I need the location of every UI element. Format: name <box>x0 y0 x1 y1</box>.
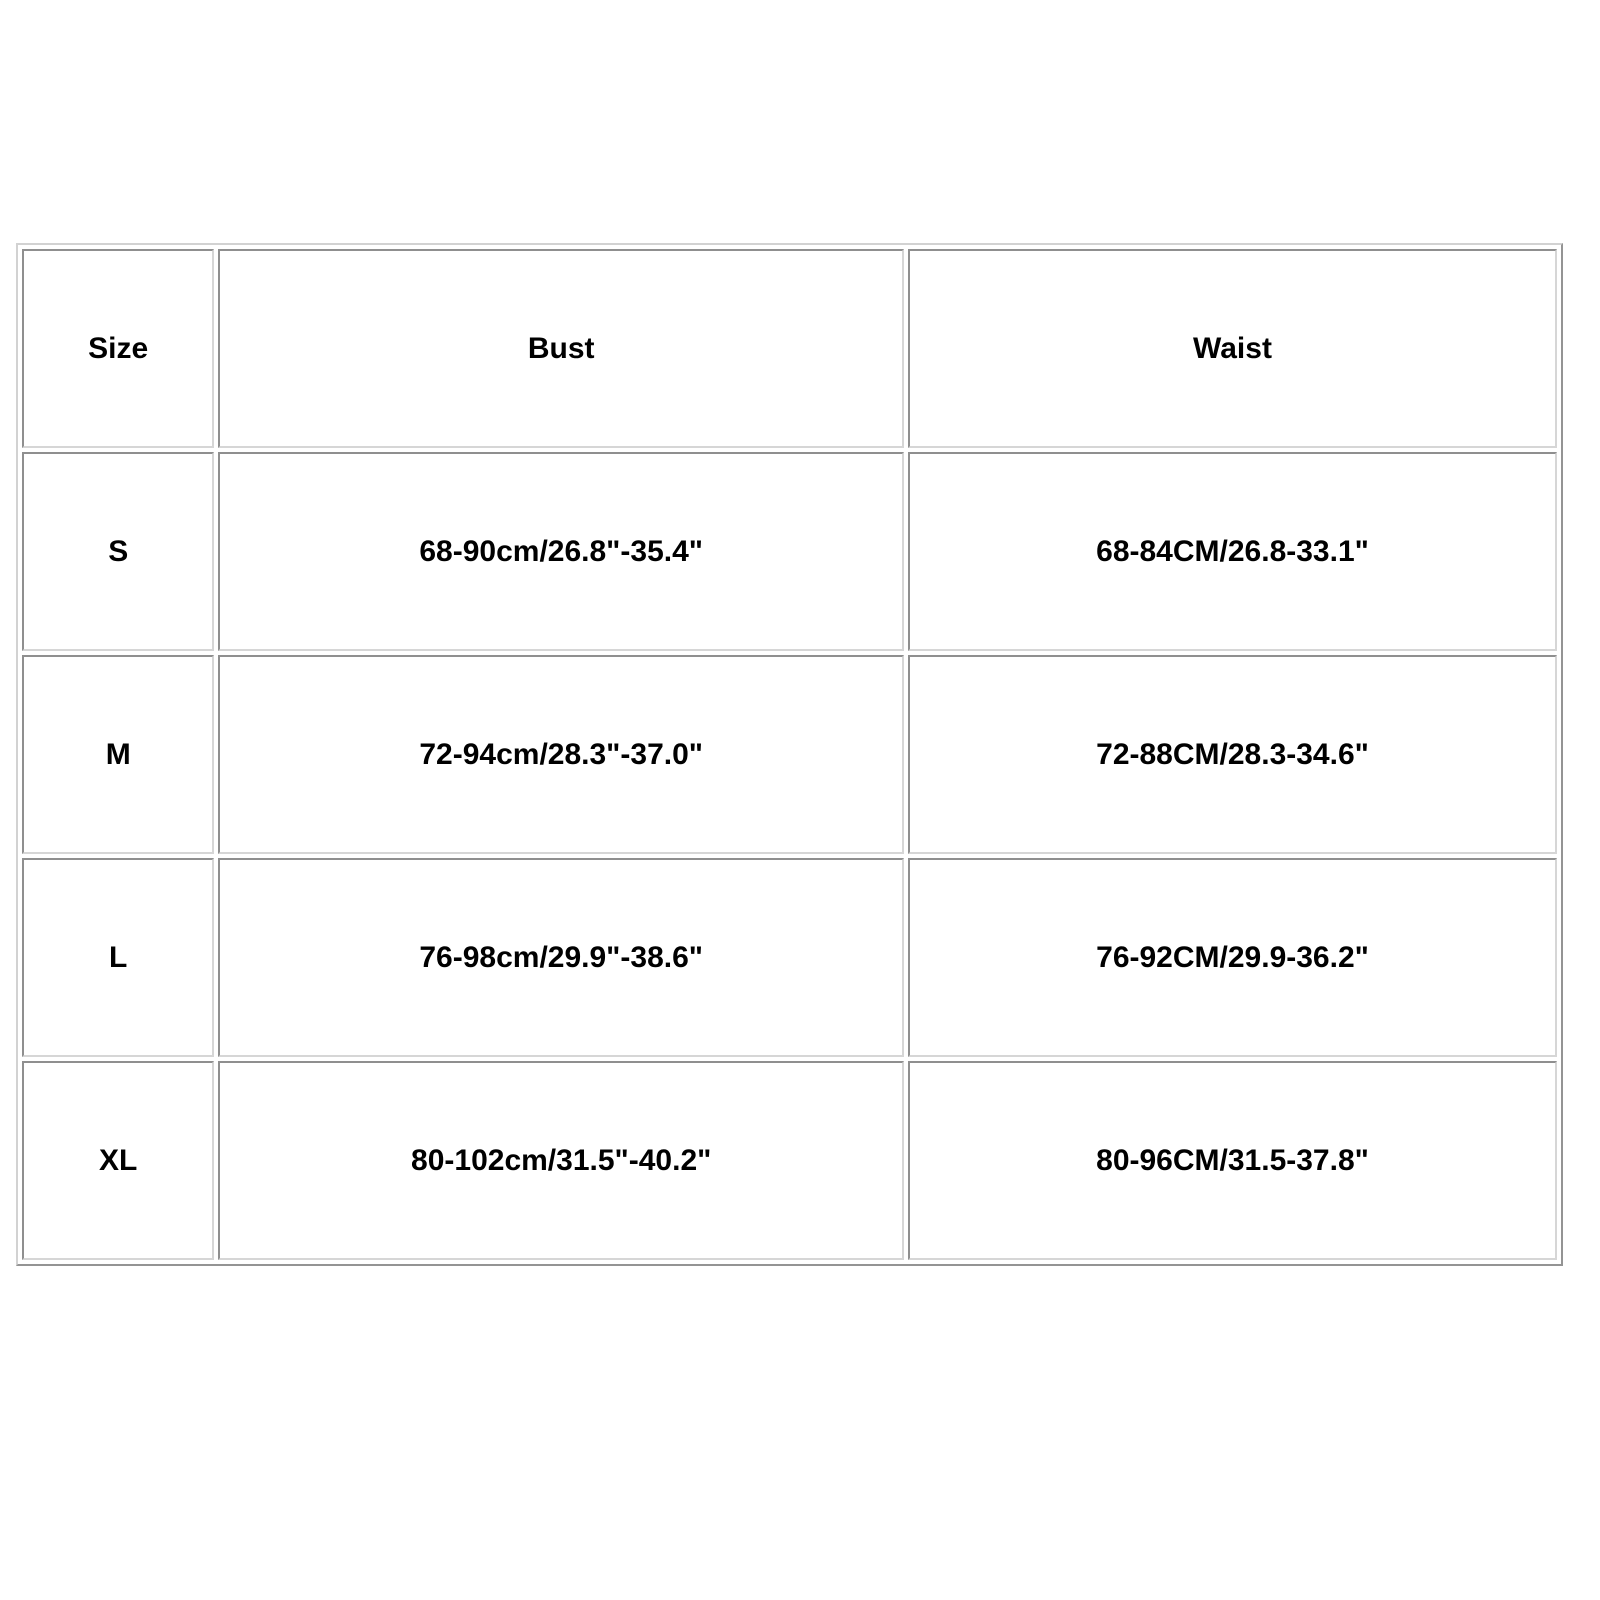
table-row-xl <box>22 1061 1557 1260</box>
size-cell: M <box>22 655 214 854</box>
size-chart <box>16 243 1563 1266</box>
bust-cell: 80-102cm/31.5"-40.2" <box>218 1061 904 1260</box>
waist-cell: 76-92CM/29.9-36.2" <box>908 858 1557 1057</box>
bust-cell: 68-90cm/26.8"-35.4" <box>218 452 904 651</box>
size-cell: L <box>22 858 214 1057</box>
header-cell-bust: Bust <box>218 249 904 448</box>
size-chart-table <box>16 243 1563 1266</box>
table-row-l <box>22 858 1557 1057</box>
bust-cell: 76-98cm/29.9"-38.6" <box>218 858 904 1057</box>
header-cell-size: Size <box>22 249 214 448</box>
size-cell: XL <box>22 1061 214 1260</box>
header-row <box>22 249 1557 448</box>
table-row-s <box>22 452 1557 651</box>
header-cell-waist: Waist <box>908 249 1557 448</box>
waist-cell: 72-88CM/28.3-34.6" <box>908 655 1557 854</box>
size-cell: S <box>22 452 214 651</box>
waist-cell: 68-84CM/26.8-33.1" <box>908 452 1557 651</box>
table-row-m <box>22 655 1557 854</box>
waist-cell: 80-96CM/31.5-37.8" <box>908 1061 1557 1260</box>
bust-cell: 72-94cm/28.3"-37.0" <box>218 655 904 854</box>
